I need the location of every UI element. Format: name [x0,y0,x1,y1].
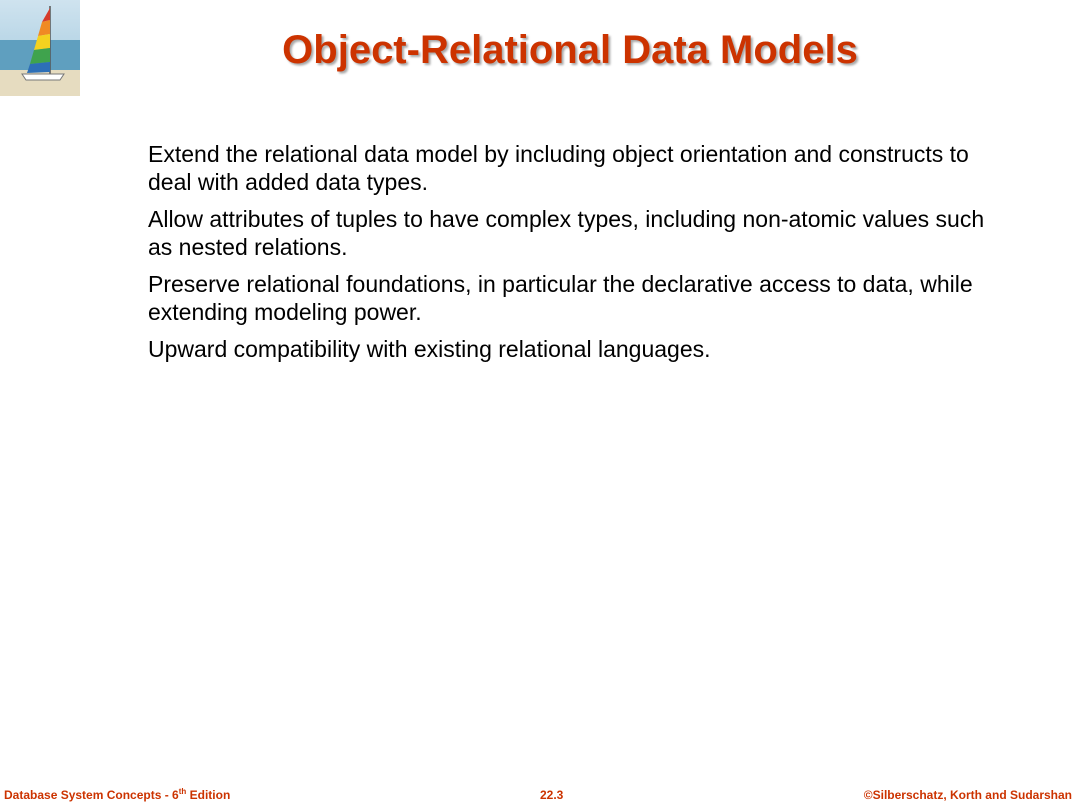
footer-page-number: 22.3 [540,788,564,802]
bullet-item: Extend the relational data model by including object orientation and constructs to deal with added data types. [148,141,969,195]
slide-title: Object-Relational Data Models [282,28,858,72]
footer-book-title [4,788,230,802]
bullet-item: Upward compatibility with existing relational languages. [148,336,711,362]
bullet-item: Preserve relational foundations, in particular the declarative access to data, while extending modeling power. [148,271,973,325]
sailboat-icon [0,0,80,96]
bullet-item: Allow attributes of tuples to have complex types, including non-atomic values such as nested relations. [148,206,985,260]
footer [0,786,1080,806]
footer-copyright: ©Silberschatz, Korth and Sudarshan [863,788,1072,802]
footer-book-superscript: th [178,787,187,796]
bullet-list [148,140,1008,372]
footer-book-suffix: Edition [186,788,231,802]
footer-book-prefix: Database System Concepts - 6 [4,788,179,802]
